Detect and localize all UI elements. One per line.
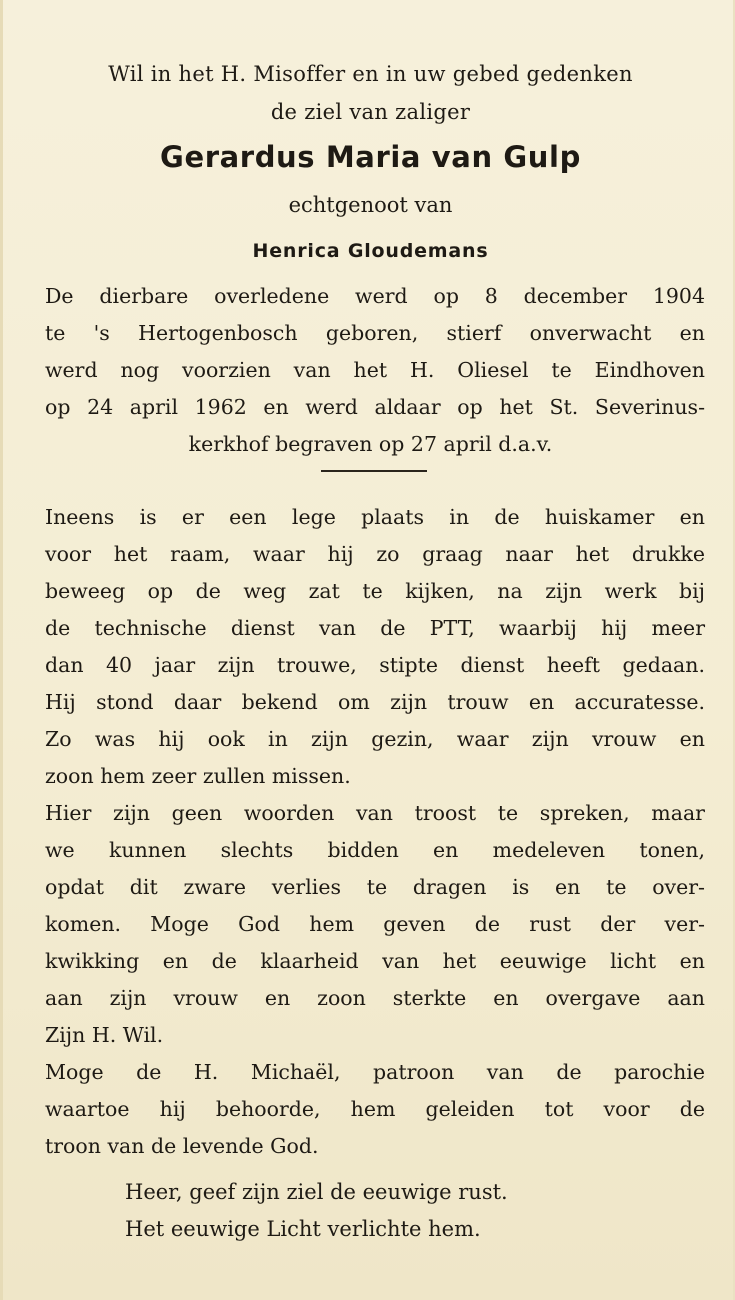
tribute-line: voor het raam, waar hij zo graag naar het drukke <box>45 542 705 566</box>
tribute-line: we kunnen slechts bidden en medeleven tonen, <box>45 838 705 862</box>
spouse-name: Henrica Gloudemans <box>252 240 489 262</box>
deceased-name: Gerardus Maria van Gulp <box>160 140 581 174</box>
tribute-line: Ineens is er een lege plaats in de huiskamer en <box>45 505 705 529</box>
bio-line: op 24 april 1962 en werd aldaar op het St. Severinus- <box>45 395 705 419</box>
tribute-line: Moge de H. Michaël, patroon van de parochie <box>45 1060 705 1084</box>
tribute-line: komen. Moge God hem geven de rust der ver- <box>45 912 705 936</box>
intro-line-2: de ziel van zaliger <box>270 100 471 124</box>
tribute-line: beweeg op de weg zat te kijken, na zijn werk bij <box>45 579 705 603</box>
tribute-line: opdat dit zware verlies te dragen is en te over- <box>45 875 705 899</box>
tribute-line: Zijn H. Wil. <box>45 1023 164 1047</box>
tribute-line: Hij stond daar bekend om zijn trouw en accuratesse. <box>45 690 705 714</box>
tribute-line: zoon hem zeer zullen missen. <box>45 764 351 788</box>
intro-line-1: Wil in het H. Misoffer en in uw gebed gedenken <box>108 62 633 86</box>
bio-line: kerkhof begraven op 27 april d.a.v. <box>188 432 553 456</box>
bio-line: werd nog voorzien van het H. Oliesel te Eindhoven <box>45 358 705 382</box>
tribute-line: troon van de levende God. <box>45 1134 319 1158</box>
tribute-line: waartoe hij behoorde, hem geleiden tot voor de <box>45 1097 705 1121</box>
divider <box>321 470 427 472</box>
spouse-label: echtgenoot van <box>288 193 453 217</box>
tribute-line: kwikking en de klaarheid van het eeuwige licht en <box>45 949 705 973</box>
closing-prayer-line-2: Het eeuwige Licht verlichte hem. <box>125 1217 481 1241</box>
tribute-line: de technische dienst van de PTT, waarbij hij meer <box>45 616 705 640</box>
tribute-line: aan zijn vrouw en zoon sterkte en overgave aan <box>45 986 705 1010</box>
tribute-line: Hier zijn geen woorden van troost te spreken, maar <box>45 801 705 825</box>
bio-line: De dierbare overledene werd op 8 december 1904 <box>45 284 705 308</box>
bio-line: te 's Hertogenbosch geboren, stierf onverwacht en <box>45 321 705 345</box>
tribute-line: dan 40 jaar zijn trouwe, stipte dienst heeft gedaan. <box>45 653 705 677</box>
closing-prayer-line-1: Heer, geef zijn ziel de eeuwige rust. <box>125 1180 508 1204</box>
tribute-line: Zo was hij ook in zijn gezin, waar zijn vrouw en <box>45 727 705 751</box>
